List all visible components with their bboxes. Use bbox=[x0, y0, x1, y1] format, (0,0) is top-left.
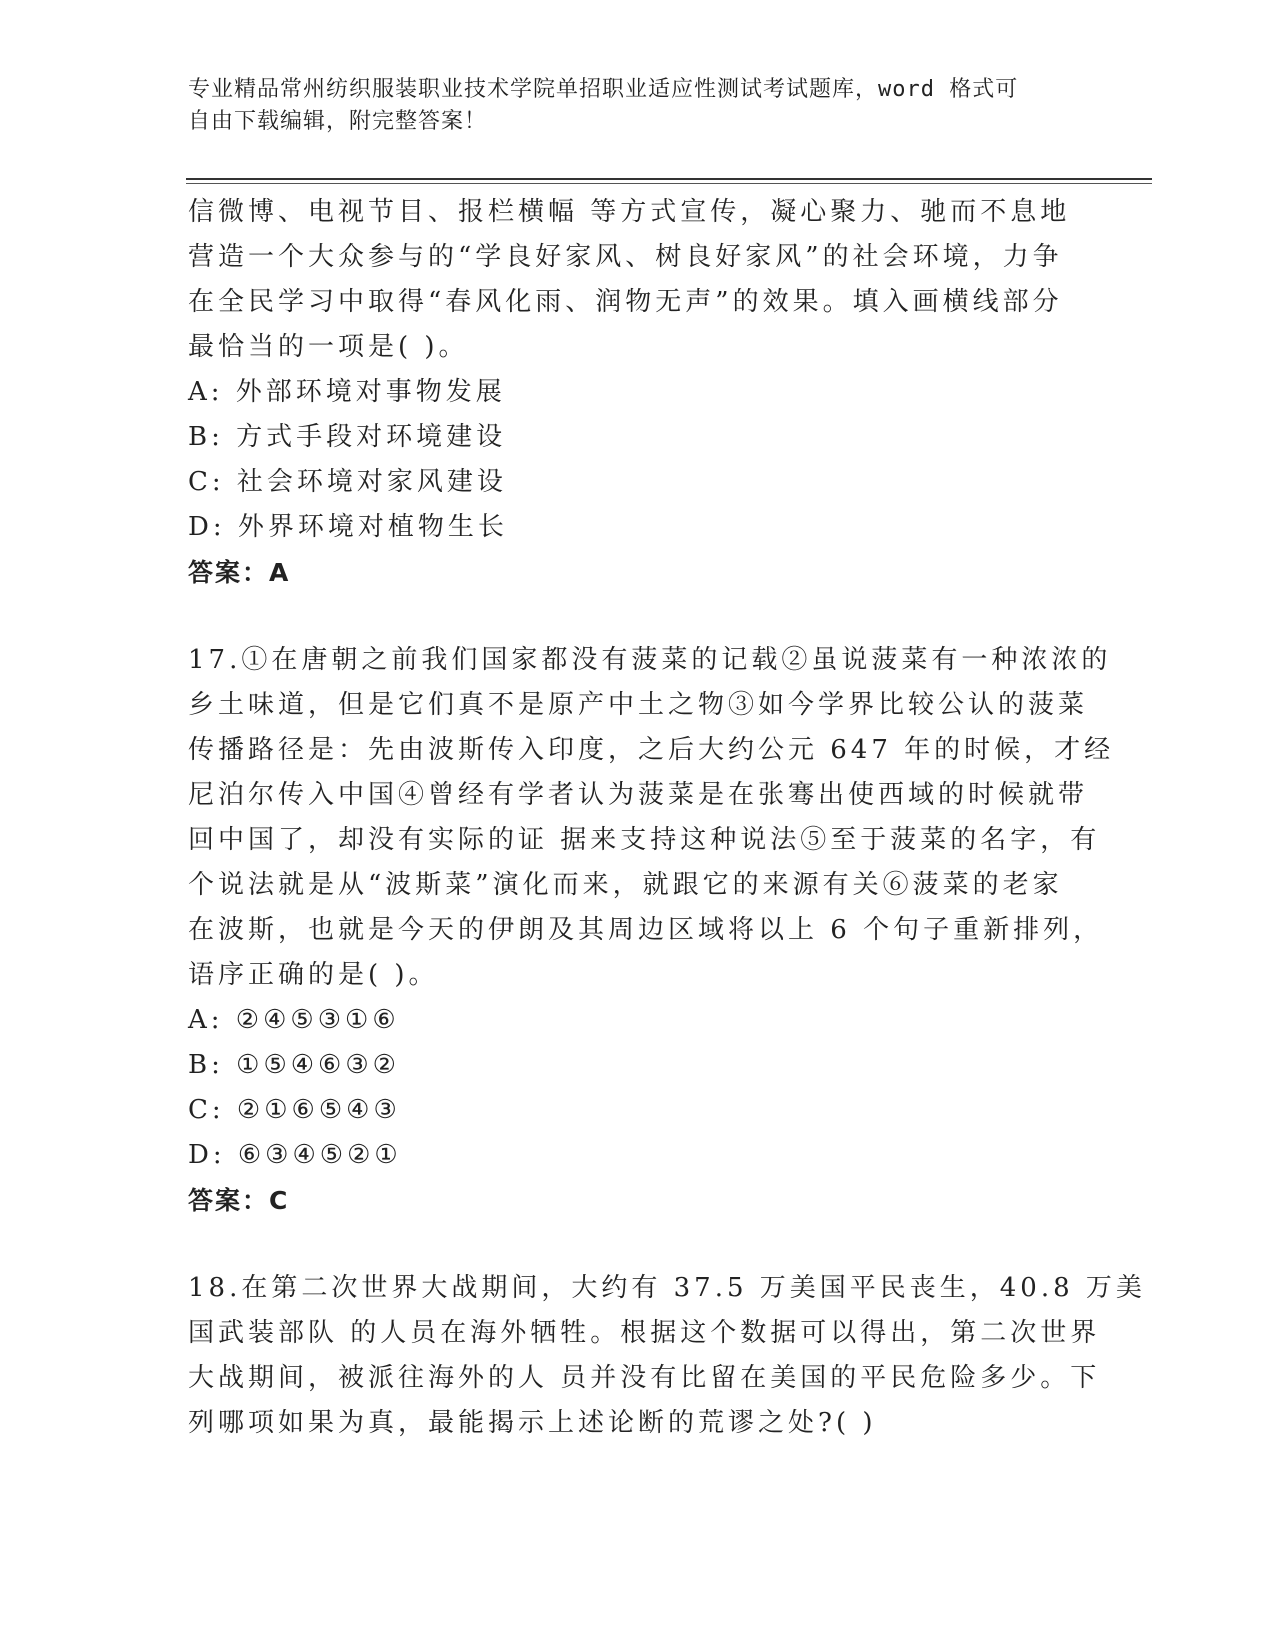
question-text-line: 个说法就是从“波斯菜”演化而来，就跟它的来源有关⑥菠菜的老家 bbox=[188, 870, 1063, 900]
question-text-line: 列哪项如果为真，最能揭示上述论断的荒谬之处?( ) bbox=[188, 1408, 877, 1438]
question-16 bbox=[188, 190, 1088, 595]
option-c: C: ②①⑥⑤④③ bbox=[188, 1095, 401, 1125]
header-divider-thin bbox=[186, 183, 1152, 184]
question-text-line: 在波斯，也就是今天的伊朗及其周边区域将以上 6 个句子重新排列， bbox=[188, 915, 1104, 945]
question-text-line: 17.①在唐朝之前我们国家都没有菠菜的记载②虽说菠菜有一种浓浓的 bbox=[188, 645, 1112, 675]
document-body bbox=[188, 190, 1146, 1446]
question-text-line: 尼泊尔传入中国④曾经有学者认为菠菜是在张骞出使西域的时候就带 bbox=[188, 780, 1089, 810]
header-divider bbox=[186, 178, 1152, 180]
answer: 答案：C bbox=[188, 1186, 290, 1215]
option-d: D: 外界环境对植物生长 bbox=[188, 512, 508, 542]
question-text-line: 在全民学习中取得“春风化雨、润物无声”的效果。填入画横线部分 bbox=[188, 287, 1063, 317]
header-line-1: 专业精品常州纺织服装职业技术学院单招职业适应性测试考试题库，word 格式可 bbox=[188, 77, 1019, 102]
question-text-line: 语序正确的是( )。 bbox=[188, 960, 439, 990]
option-a: A: 外部环境对事物发展 bbox=[188, 377, 506, 407]
question-text-line: 回中国了，却没有实际的证 据来支持这种说法⑤至于菠菜的名字，有 bbox=[188, 825, 1101, 855]
question-text-line: 传播路径是：先由波斯传入印度，之后大约公元 647 年的时候，才经 bbox=[188, 735, 1115, 765]
question-text-line: 18.在第二次世界大战期间，大约有 37.5 万美国平民丧生，40.8 万美 bbox=[188, 1273, 1146, 1303]
option-d: D: ⑥③④⑤②① bbox=[188, 1140, 402, 1170]
question-text-line: 乡土味道，但是它们真不是原产中土之物③如今学界比较公认的菠菜 bbox=[188, 690, 1089, 720]
question-text-line: 信微博、电视节目、报栏横幅 等方式宣传，凝心聚力、驰而不息地 bbox=[188, 197, 1071, 227]
question-text-line: 营造一个大众参与的“学良好家风、树良好家风”的社会环境，力争 bbox=[188, 242, 1063, 272]
option-b: B: ①⑤④⑥③② bbox=[188, 1050, 400, 1080]
answer: 答案：A bbox=[188, 558, 291, 587]
page-header bbox=[188, 74, 1068, 138]
question-text-line: 国武装部队 的人员在海外牺牲。根据这个数据可以得出，第二次世界 bbox=[188, 1318, 1101, 1348]
question-18 bbox=[188, 1266, 1146, 1446]
question-17 bbox=[188, 638, 1115, 1223]
option-b: B: 方式手段对环境建设 bbox=[188, 422, 507, 452]
header-line-2: 自由下载编辑，附完整答案！ bbox=[188, 109, 488, 134]
option-a: A: ②④⑤③①⑥ bbox=[188, 1005, 400, 1035]
question-text-line: 最恰当的一项是( )。 bbox=[188, 332, 469, 362]
option-c: C: 社会环境对家风建设 bbox=[188, 467, 507, 497]
question-text-line: 大战期间，被派往海外的人 员并没有比留在美国的平民危险多少。下 bbox=[188, 1363, 1101, 1393]
